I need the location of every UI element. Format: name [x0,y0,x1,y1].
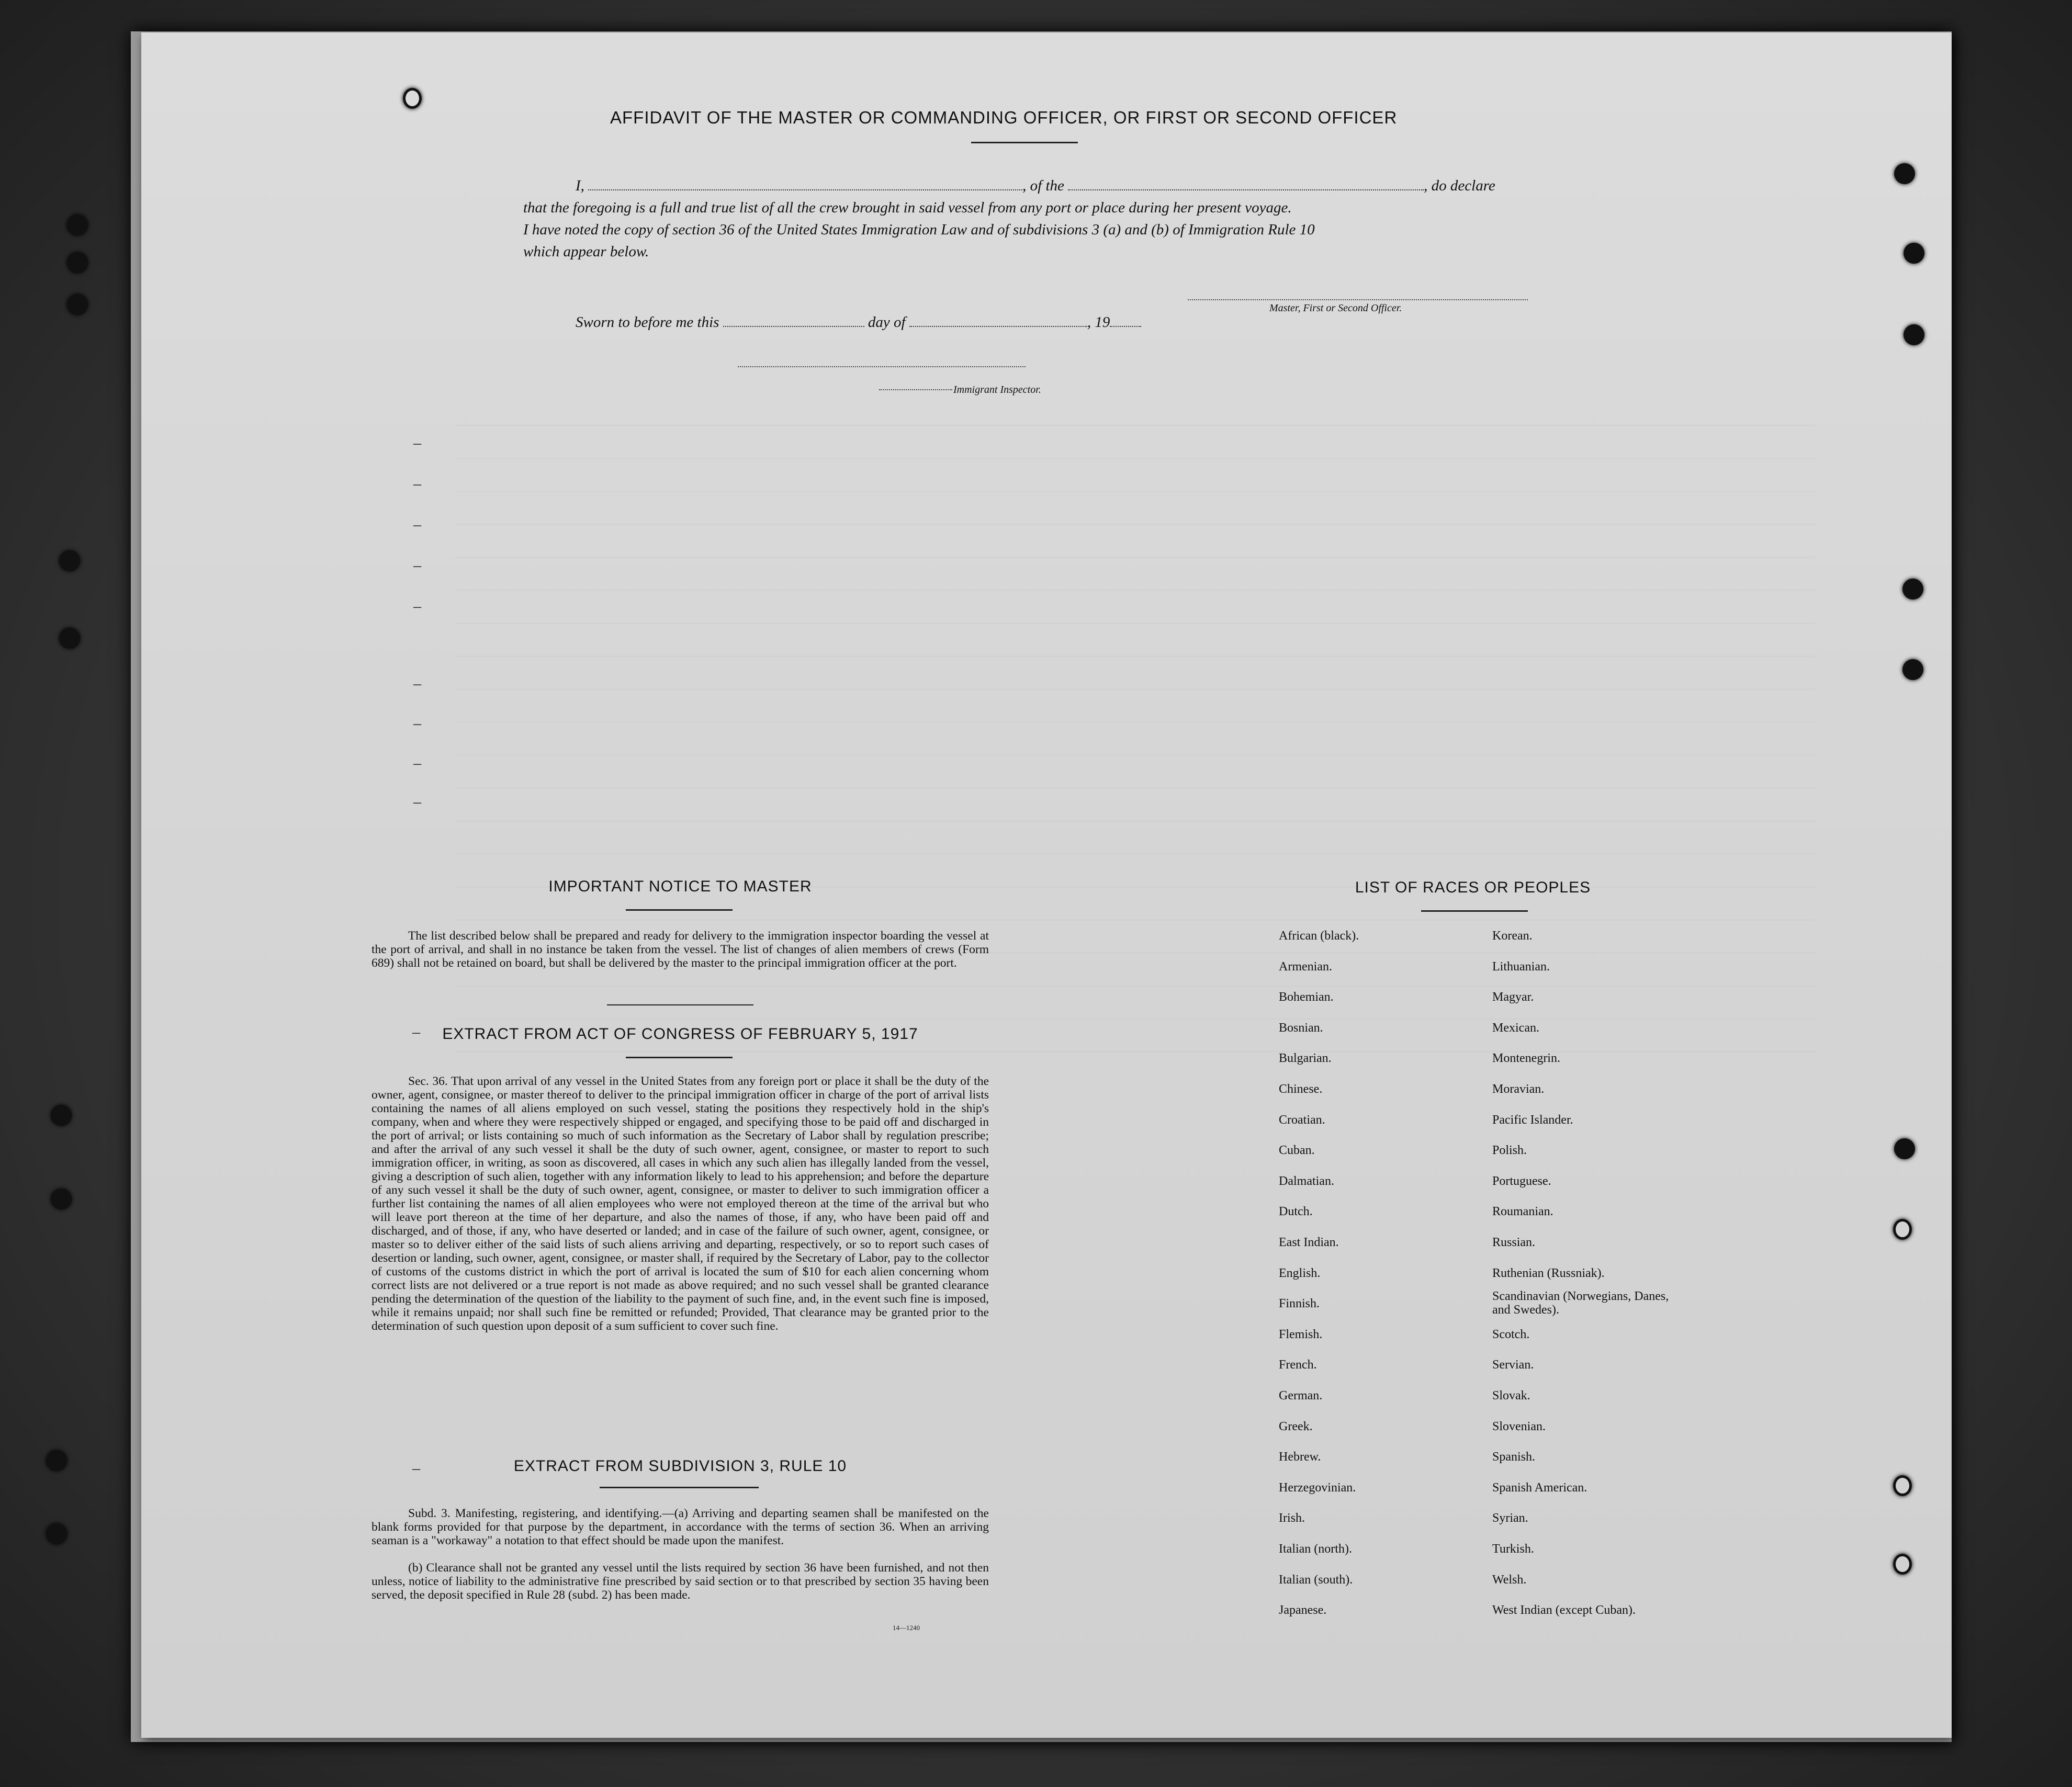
notice-text: The list described below shall be prepared and ready for delivery to the immigration inspector boarding the vessel at the port of arrival, and shall in no instance be taken from the vessel. The list of changes of alien members of crews (Form 689) shall not be retained on board, but shall be delivered by the master to the principal immigration officer at the port. [371,929,989,970]
binder-hole [1894,163,1915,184]
race-item: Finnish. [1279,1297,1320,1311]
margin-dash: – [413,793,421,810]
divider [607,1004,753,1005]
margin-dash: – [413,434,421,451]
binder-hole [67,252,88,273]
race-item: Italian (north). [1279,1542,1352,1556]
race-item: Spanish. [1492,1450,1536,1464]
race-item: Korean. [1492,929,1533,943]
declaration-declare: , do declare [1424,177,1495,194]
race-item: Cuban. [1279,1144,1315,1158]
margin-dash: – [413,754,421,772]
race-item: Portuguese. [1492,1174,1551,1188]
sworn-day-field[interactable] [723,315,864,327]
binder-hole [1894,1138,1915,1159]
margin-dash: – [413,675,421,692]
affidavit-title: AFFIDAVIT OF THE MASTER OR COMMANDING OFFICER, OR FIRST OR SECOND OFFICER [610,108,1398,127]
race-item: Croatian. [1279,1113,1325,1127]
act-extract-title: EXTRACT FROM ACT OF CONGRESS OF FEBRUARY 5, 1917 [442,1025,918,1043]
inspector-signature-line-2[interactable] [879,389,952,390]
declaration-of: , of the [1022,177,1064,194]
binder-hole [51,1105,72,1126]
binder-hole [1893,1475,1912,1496]
race-item: Flemish. [1279,1327,1323,1341]
races-title: LIST OF RACES OR PEOPLES [1355,879,1591,896]
race-item: Roumanian. [1492,1205,1553,1219]
margin-dash: – [412,1023,420,1040]
sworn-line [576,314,1141,331]
declaration-i: I, [576,177,584,194]
master-signature-line[interactable] [1188,299,1528,300]
sworn-prefix: Sworn to before me this [576,314,719,331]
margin-dash: – [413,715,421,732]
race-item: Pacific Islander. [1492,1113,1573,1127]
form-number: 14—1240 [893,1624,920,1632]
margin-dash: – [413,597,421,615]
race-item: English. [1279,1266,1321,1280]
race-item: Scotch. [1492,1327,1530,1341]
race-item: Russian. [1492,1236,1536,1249]
name-field[interactable] [588,179,1022,190]
binder-hole [46,1523,67,1544]
race-item: Turkish. [1492,1542,1534,1556]
affidavit-declaration [523,175,1533,263]
race-item: Montenegrin. [1492,1051,1560,1066]
binder-hole [67,294,88,315]
margin-dash: – [413,516,421,533]
divider [626,909,733,911]
race-item: Italian (south). [1279,1573,1353,1587]
race-item: Magyar. [1492,990,1534,1004]
divider [1421,910,1528,912]
race-item: Welsh. [1492,1573,1527,1587]
divider [626,1057,733,1058]
sworn-day-label: day of [868,314,906,331]
race-item: Hebrew. [1279,1450,1321,1464]
race-item: Scandinavian (Norwegians, Danes, and Swedes). [1492,1290,1669,1317]
binder-hole [59,628,80,649]
binder-hole [1893,1219,1912,1240]
race-item: East Indian. [1279,1236,1339,1249]
race-item: French. [1279,1358,1317,1372]
race-item: African (black). [1279,929,1359,943]
race-item: Spanish American. [1492,1480,1587,1495]
race-item: Lithuanian. [1492,959,1550,974]
inspector-signature-line[interactable] [738,366,1026,367]
rule-extract-text-b: (b) Clearance shall not be granted any vessel until the lists required by section 36 have been furnished, and not then unless, notice of liability to the administrative fine prescribed by said section or to that prescribed by section 35 having been served, the deposit specified in Rule 28 (subd. 2) has been made. [371,1561,989,1602]
race-item: Polish. [1492,1144,1527,1158]
master-signature-caption: Master, First or Second Officer. [1269,302,1402,314]
notice-title: IMPORTANT NOTICE TO MASTER [548,878,812,895]
race-item: German. [1279,1389,1323,1403]
declaration-line-3: I have noted the copy of section 36 of the United States Immigration Law and of subdivisions 3 (a) and (b) of Immigration Rule 10 [523,221,1315,238]
binder-hole [1902,579,1923,600]
rule-extract-title: EXTRACT FROM SUBDIVISION 3, RULE 10 [513,1457,847,1475]
race-item: Japanese. [1279,1603,1327,1618]
race-item: Ruthenian (Russniak). [1492,1266,1605,1280]
binder-hole [46,1450,67,1471]
margin-dash: – [413,475,421,492]
act-extract-text: Sec. 36. That upon arrival of any vessel in the United States from any foreign port or place it shall be the duty of the owner, agent, consignee, or master thereof to deliver to the principal immigration officer in charge of the port of arrival lists containing the names of all aliens employed on such vessel, stating the positions they respectively hold in the ship's company, when and where they were respectively shipped or engaged, and specifying those to be paid off and discharged in the port of arrival; or lists containing so much of such information as the Secretary of Labor shall by regulation prescribe; and after the arrival of any such vessel it shall be the duty of such owner, agent, consignee, or master to report to such immigration officer, in writing, as soon as discovered, all cases in which any such alien has illegally landed from the vessel, giving a description of such alien, together with any information likely to lead to his apprehension; and before the departure of any such vessel it shall be the duty of such owner, agent, consignee, or master to deliver to such immigration officer a further list containing the names of all alien employees who were not employed thereon at the time of the arrival but who will leave port thereon at the time of her departure, and also the names of those, if any, who have been paid off and discharged, and of those, if any, who have deserted or landed; and in case of the failure of such owner, agent, consignee, or master so to deliver either of the said lists of such aliens arriving and departing, respectively, or so to report such cases of desertion or landing, such owner, agent, consignee, or master shall, if required by the Secretary of Labor, pay to the collector of customs of the customs district in which the port of arrival is located the sum of $10 for each alien concerning whom correct lists are not delivered or a true report is not made as above required; and no such vessel shall be granted clearance pending the determination of the question of the liability to the payment of such fine, and, in the event such fine is imposed, while it remains unpaid; nor shall such fine be remitted or refunded; Provided, That clearance may be granted prior to the determination of such question upon deposit of a sum sufficient to cover such fine. [371,1075,989,1333]
race-item: Greek. [1279,1419,1313,1433]
binder-hole [1904,243,1924,264]
race-item: Dutch. [1279,1205,1313,1219]
race-item: Moravian. [1492,1082,1545,1096]
race-item: Bosnian. [1279,1021,1323,1035]
race-item: Slovenian. [1492,1419,1546,1433]
race-item: Dalmatian. [1279,1174,1334,1188]
binder-hole [1893,1554,1912,1575]
binder-hole [403,88,422,109]
race-item: West Indian (except Cuban). [1492,1603,1636,1618]
race-item: Chinese. [1279,1082,1323,1096]
declaration-line-4: which appear below. [523,243,649,260]
race-item: Servian. [1492,1358,1534,1372]
inspector-caption: Immigrant Inspector. [953,384,1041,395]
declaration-line-2: that the foregoing is a full and true list of all the crew brought in said vessel from any port or place during her present voyage. [523,199,1292,216]
bleed-through-marks [455,393,1816,1073]
binder-hole [67,214,88,235]
race-item: Slovak. [1492,1389,1530,1403]
race-item: Herzegovinian. [1279,1480,1356,1495]
divider [971,142,1078,143]
race-item: Syrian. [1492,1511,1528,1525]
race-item: Mexican. [1492,1021,1539,1035]
race-item: Bulgarian. [1279,1051,1332,1066]
margin-dash: – [413,557,421,574]
sworn-month-field[interactable] [909,315,1087,327]
binder-hole [51,1189,72,1209]
race-item: Bohemian. [1279,990,1334,1004]
sworn-year-field[interactable] [1110,315,1141,327]
sworn-year-label: , 19 [1087,314,1110,331]
margin-dash: – [412,1460,420,1477]
binder-hole [1902,659,1923,680]
rule-extract-text-a: Subd. 3. Manifesting, registering, and identifying.—(a) Arriving and departing seamen shall be manifested on the blank forms provided for that purpose by the department, in accordance with the terms of section 36. When an arriving seaman is a "workaway" a notation to that effect should be made upon the manifest. [371,1507,989,1547]
divider [600,1487,759,1488]
binder-hole [1904,324,1924,345]
race-item: Armenian. [1279,959,1332,974]
vessel-field[interactable] [1068,179,1424,190]
binder-hole [59,550,80,571]
race-item: Irish. [1279,1511,1305,1525]
